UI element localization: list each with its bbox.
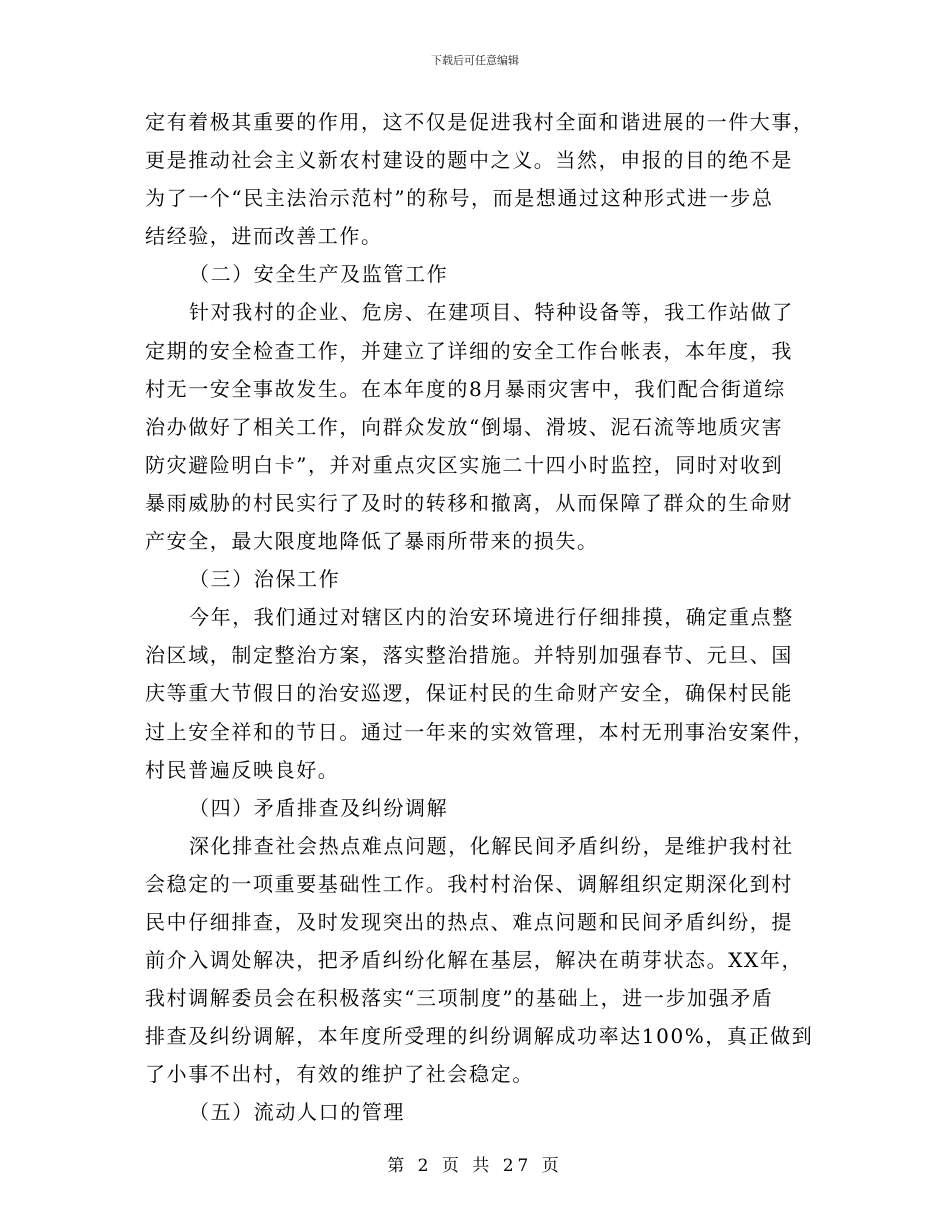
paragraph-line: 暴雨威胁的村民实行了及时的转移和撤离，从而保障了群众的生命财 (145, 490, 793, 515)
paragraph-line: 排查及纠纷调解，本年度所受理的纠纷调解成功率达100%，真正做到 (145, 1024, 814, 1049)
paragraph-line: 今年，我们通过对辖区内的治安环境进行仔细排摸，确定重点整 (189, 605, 794, 630)
section-heading: （二）安全生产及监管工作 (189, 262, 449, 287)
paragraph-line: 定期的安全检查工作，并建立了详细的安全工作台帐表，本年度，我 (145, 338, 793, 363)
paragraph-line: 村民普遍反映良好。 (145, 757, 340, 782)
paragraph-line: 村无一安全事故发生。在本年度的8月暴雨灾害中，我们配合街道综 (145, 376, 786, 401)
paragraph-line: 更是推动社会主义新农村建设的题中之义。当然，申报的目的绝不是 (145, 148, 793, 173)
paragraph-line: 我村调解委员会在积极落实“三项制度”的基础上，进一步加强矛盾 (145, 986, 774, 1011)
document-body (145, 103, 815, 1132)
paragraph-line: 民中仔细排查，及时发现突出的热点、难点问题和民间矛盾纠纷，提 (145, 909, 793, 934)
page-footer-number: 第 2 页 共 27 页 (387, 1156, 563, 1176)
page-header-note: 下载后可任意编辑 (431, 54, 519, 67)
paragraph-line: 前介入调处解决，把矛盾纠纷化解在基层，解决在萌芽状态。XX年， (145, 948, 804, 973)
paragraph-line: 治办做好了相关工作，向群众发放“倒塌、滑坡、泥石流等地质灾害 (145, 414, 784, 439)
paragraph-line: 治区域，制定整治方案，落实整治措施。并特别加强春节、元旦、国 (145, 643, 793, 668)
paragraph-line: 为了一个“民主法治示范村”的称号，而是想通过这种形式进一步总 (145, 186, 774, 211)
section-heading: （三）治保工作 (189, 567, 341, 592)
paragraph-line: 结经验，进而改善工作。 (145, 224, 383, 249)
paragraph-line: 会稳定的一项重要基础性工作。我村村治保、调解组织定期深化到村 (145, 871, 793, 896)
paragraph-line: 深化排查社会热点难点问题，化解民间矛盾纠纷，是维护我村社 (189, 833, 794, 858)
paragraph-line: 防灾避险明白卡”，并对重点灾区实施二十四小时监控，同时对收到 (145, 452, 784, 477)
paragraph-line: 针对我村的企业、危房、在建项目、特种设备等，我工作站做了 (189, 300, 794, 325)
section-heading: （五）流动人口的管理 (189, 1100, 405, 1125)
paragraph-line: 过上安全祥和的节日。通过一年来的实效管理，本村无刑事治安案件， (145, 719, 815, 744)
paragraph-line: 产安全，最大限度地降低了暴雨所带来的损失。 (145, 529, 599, 554)
paragraph-line: 庆等重大节假日的治安巡逻，保证村民的生命财产安全，确保村民能 (145, 681, 793, 706)
section-heading: （四）矛盾排查及纠纷调解 (189, 795, 449, 820)
paragraph-line: 定有着极其重要的作用，这不仅是促进我村全面和谐进展的一件大事， (145, 110, 815, 134)
paragraph-line: 了小事不出村，有效的维护了社会稳定。 (145, 1062, 534, 1087)
